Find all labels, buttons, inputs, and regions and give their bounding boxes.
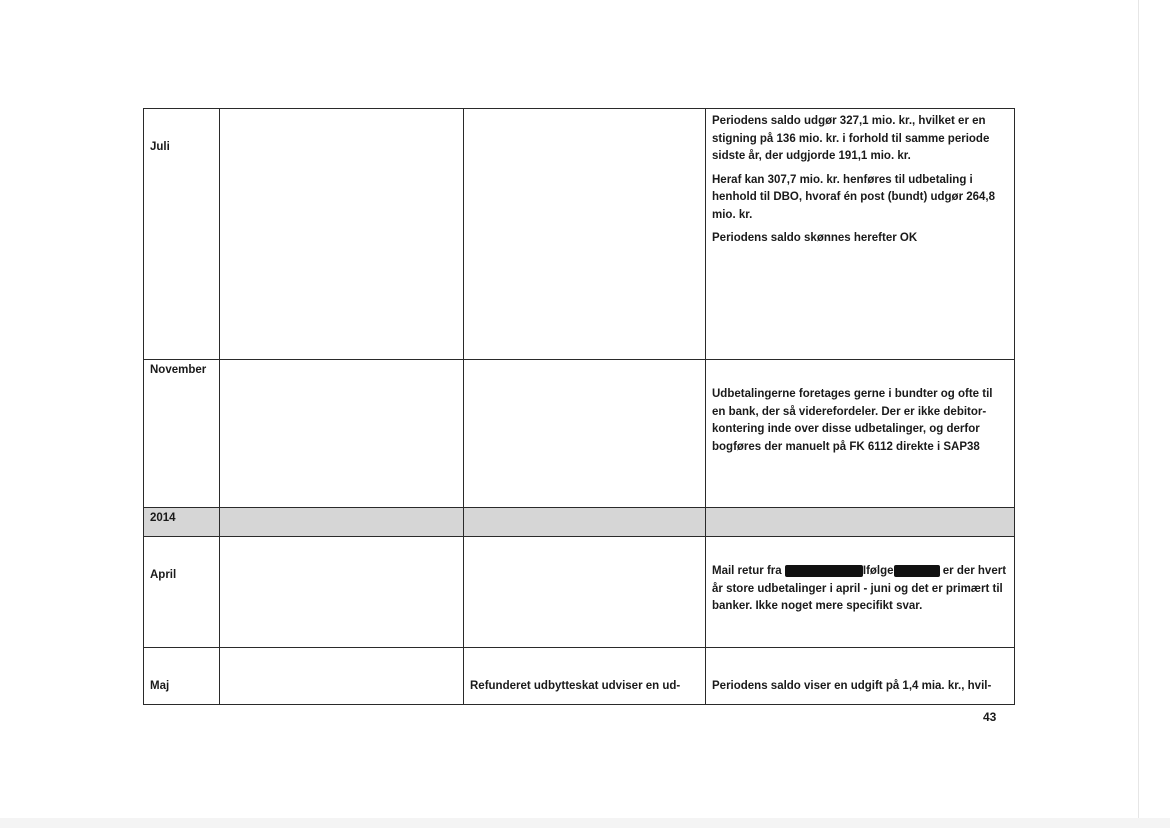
table-row-maj xyxy=(144,648,1015,705)
redaction-mark xyxy=(785,565,863,577)
note-cell xyxy=(706,109,1015,360)
note-paragraph xyxy=(712,563,1008,616)
year-label: 2014 xyxy=(150,512,176,524)
note-prefix: Mail retur fra xyxy=(712,565,782,577)
page-edge-shadow xyxy=(1138,0,1139,828)
month-cell xyxy=(144,360,220,508)
note-rest: er der hvert år store udbetalinger i april - juni og det er primært til banker. Ikke noget mere specifikt svar. xyxy=(712,565,1007,612)
note-paragraph: Periodens saldo skønnes herefter OK xyxy=(712,232,918,244)
month-label-juli: Juli xyxy=(150,141,170,153)
table-row-juli xyxy=(144,109,1015,360)
table-row-november xyxy=(144,360,1015,508)
empty-cell xyxy=(464,360,706,508)
month-cell xyxy=(144,537,220,648)
table-row-april xyxy=(144,537,1015,648)
month-label-maj: Maj xyxy=(150,680,170,692)
empty-cell xyxy=(220,109,464,360)
year-cell xyxy=(144,508,220,537)
note-paragraph: Udbetalingerne foretages gerne i bundter og ofte til en bank, der så viderefordeler. Der er ikke debitor-kontering inde over disse udbetalinger, og derfor bogføres der manuelt på FK 6112 direkte i SAP38 xyxy=(712,388,993,453)
table-row-year xyxy=(144,508,1015,537)
empty-cell xyxy=(220,508,464,537)
redaction-mark xyxy=(894,565,940,577)
note-middle: Ifølge xyxy=(862,565,894,577)
empty-cell xyxy=(220,537,464,648)
note-cell xyxy=(706,537,1015,648)
empty-cell xyxy=(464,537,706,648)
month-label-april: April xyxy=(150,569,177,581)
note-paragraph: Refunderet udbytteskat udviser en ud- xyxy=(470,680,681,692)
empty-cell xyxy=(706,508,1015,537)
note-paragraph: Periodens saldo viser en udgift på 1,4 mia. kr., hvil- xyxy=(712,680,992,692)
month-label-november: November xyxy=(150,364,207,376)
empty-cell xyxy=(464,109,706,360)
note-cell xyxy=(706,648,1015,705)
audit-table xyxy=(143,108,1015,705)
note-cell xyxy=(706,360,1015,508)
note-paragraph: Periodens saldo udgør 327,1 mio. kr., hvilket er en stigning på 136 mio. kr. i forhold til samme periode sidste år, der udgjorde 191,1 mio. kr. xyxy=(712,115,990,162)
empty-cell xyxy=(464,508,706,537)
month-cell xyxy=(144,109,220,360)
note-paragraph: Heraf kan 307,7 mio. kr. henføres til udbetaling i henhold til DBO, hvoraf én post (bundt) udgør 264,8 mio. kr. xyxy=(712,173,996,221)
page-bottom-edge xyxy=(0,818,1170,828)
month-cell xyxy=(144,648,220,705)
empty-cell xyxy=(220,648,464,705)
page-number: 43 xyxy=(983,710,997,724)
note-cell xyxy=(464,648,706,705)
empty-cell xyxy=(220,360,464,508)
